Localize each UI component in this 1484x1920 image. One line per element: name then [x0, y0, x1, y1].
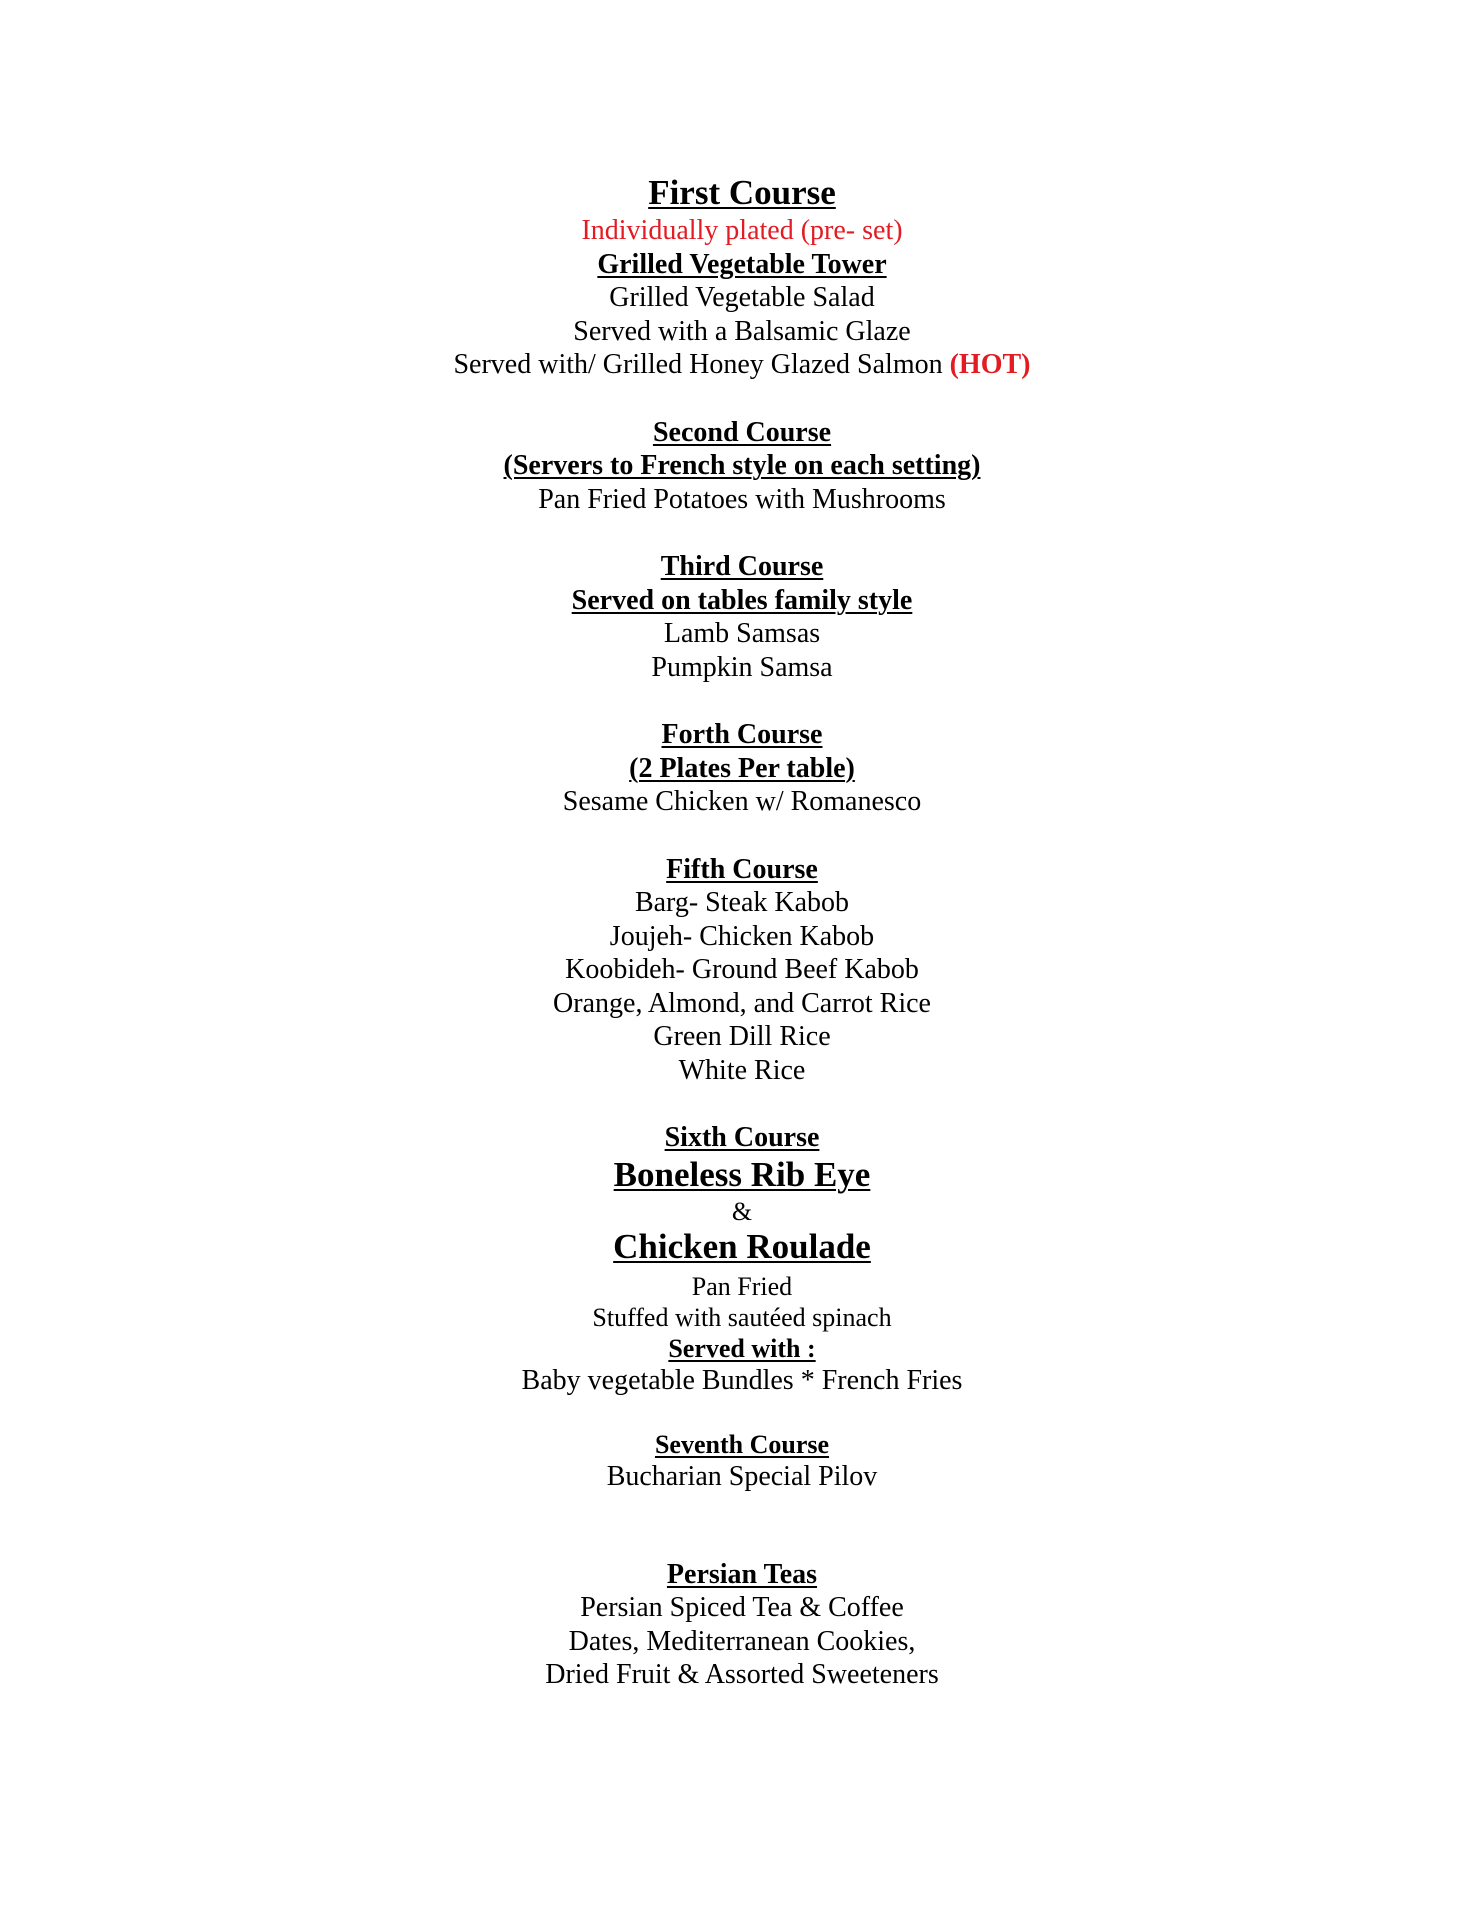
first-course-dish: Grilled Vegetable Tower — [597, 248, 887, 280]
fourth-course-note: (2 Plates Per table) — [629, 752, 855, 784]
hot-label: (HOT) — [949, 349, 1031, 380]
seventh-course-item: Bucharian Special Pilov — [606, 1461, 878, 1492]
first-course-note: Individually plated (pre- set) — [581, 215, 903, 246]
fourth-course-title: Forth Course — [661, 719, 823, 750]
fifth-course-title: Fifth Course — [666, 853, 818, 885]
sixth-course-detail: Pan Fried — [691, 1271, 793, 1301]
persian-teas-item: Dried Fruit & Assorted Sweeteners — [545, 1659, 939, 1690]
second-course-note: (Servers to French style on each setting) — [503, 450, 981, 481]
second-course-title: Second Course — [652, 416, 832, 448]
fifth-course-item: Orange, Almond, and Carrot Rice — [553, 987, 931, 1019]
second-course-section — [0, 416, 1484, 517]
menu-document — [0, 172, 1484, 1692]
sixth-course-title: Sixth Course — [664, 1122, 820, 1153]
sixth-course-main-roulade: Chicken Roulade — [613, 1226, 871, 1266]
first-course-salmon-text: Served with/ Grilled Honey Glazed Salmon — [453, 349, 950, 380]
sixth-course-section — [0, 1121, 1484, 1397]
persian-teas-section — [0, 1558, 1484, 1692]
third-course-section — [0, 550, 1484, 684]
sixth-course-ampersand: & — [731, 1196, 753, 1226]
fourth-course-item: Sesame Chicken w/ Romanesco — [562, 786, 922, 817]
second-course-item: Pan Fried Potatoes with Mushrooms — [538, 483, 946, 515]
fifth-course-item: Koobideh- Ground Beef Kabob — [565, 954, 919, 985]
first-course-item: Grilled Vegetable Salad — [609, 282, 875, 313]
first-course-section — [0, 172, 1484, 382]
first-course-title: First Course — [648, 173, 836, 212]
fifth-course-item: Joujeh- Chicken Kabob — [609, 920, 875, 952]
sixth-course-detail: Stuffed with sautéed spinach — [592, 1302, 892, 1332]
seventh-course-title: Seventh Course — [654, 1430, 830, 1459]
seventh-course-section — [0, 1429, 1484, 1494]
sixth-course-served-with: Served with : — [668, 1333, 816, 1363]
persian-teas-title: Persian Teas — [666, 1558, 818, 1590]
sixth-course-sides: Baby vegetable Bundles * French Fries — [521, 1364, 963, 1396]
third-course-note: Served on tables family style — [571, 584, 913, 616]
sixth-course-main-ribeye: Boneless Rib Eye — [613, 1154, 871, 1194]
third-course-item: Lamb Samsas — [663, 618, 821, 649]
third-course-item: Pumpkin Samsa — [651, 651, 833, 683]
fifth-course-item: White Rice — [678, 1054, 806, 1086]
persian-teas-item: Persian Spiced Tea & Coffee — [580, 1592, 904, 1623]
fifth-course-item: Barg- Steak Kabob — [634, 887, 850, 918]
third-course-title: Third Course — [660, 551, 824, 582]
first-course-item: Served with a Balsamic Glaze — [573, 315, 911, 347]
fourth-course-section — [0, 718, 1484, 819]
persian-teas-item: Dates, Mediterranean Cookies, — [568, 1625, 916, 1657]
fifth-course-section — [0, 853, 1484, 1088]
first-course-salmon-line — [0, 348, 1484, 382]
fifth-course-item: Green Dill Rice — [653, 1021, 831, 1052]
